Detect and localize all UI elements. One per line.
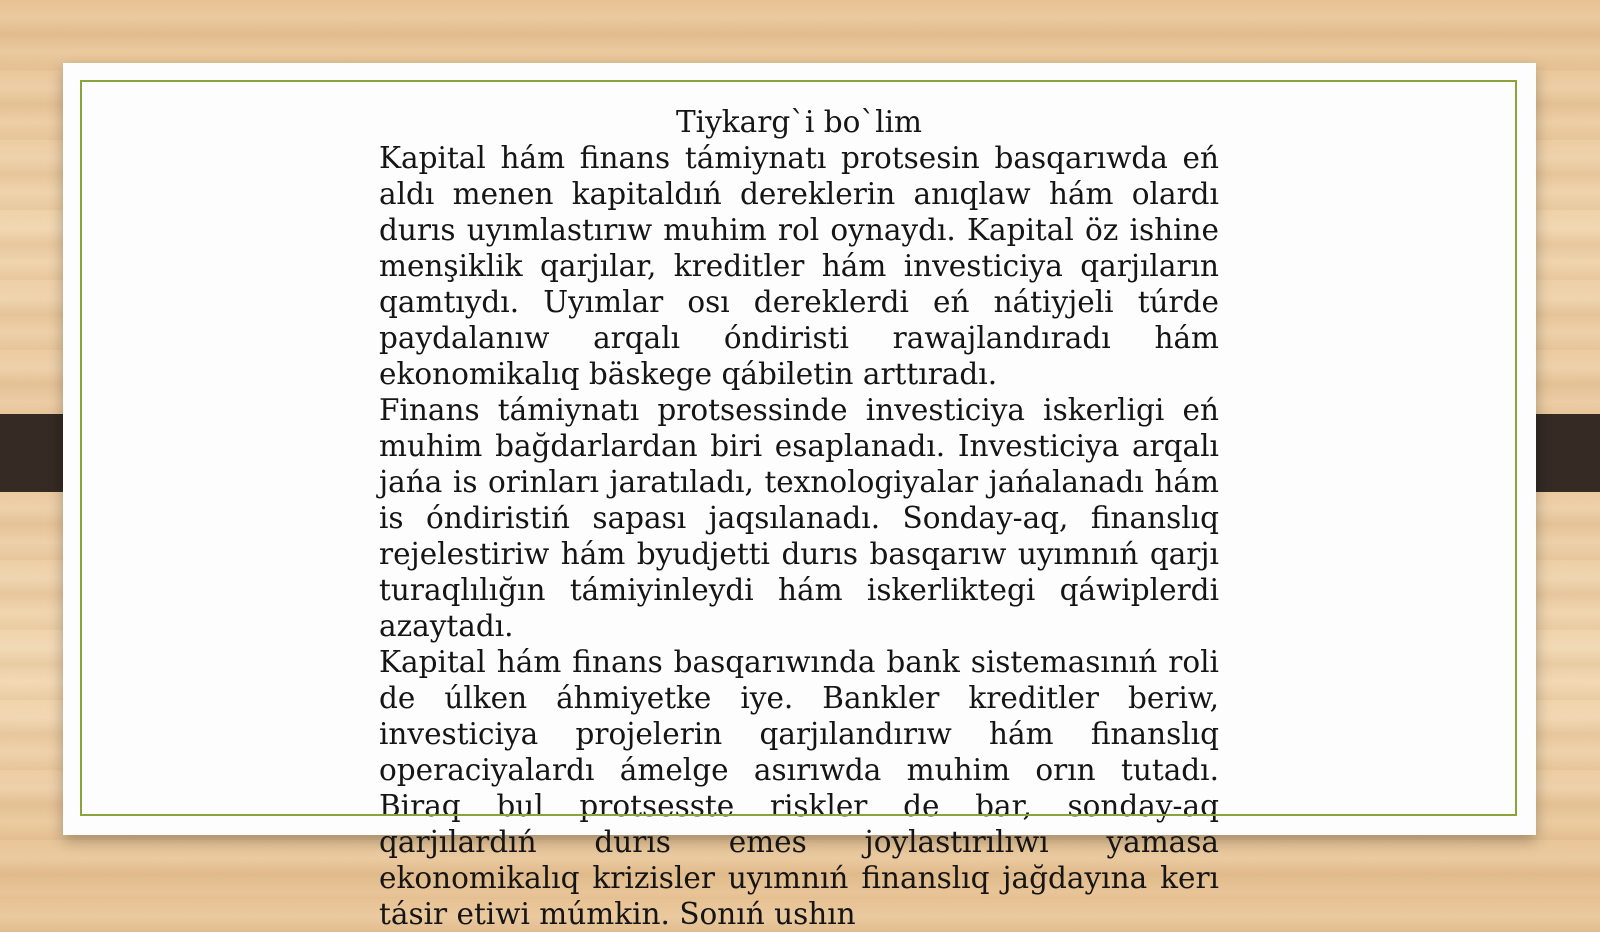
paragraph-3: Kapital hám finans basqarıwında bank sistemasınıń roli de úlken áhmiyetke iye. Bankler kreditler beriw, investiciya projelerin qarjılandırıw hám finanslıq operaciyalardı ámelge asırıwda muhim orın tutadı. Biraq bul protsesste riskler de bar, sonday-aq qarjılardıń durıs emes joylastırılıwı yamasa ekonomikalıq krizisler uyımnıń finanslıq jağdayına kerı tásir etiwi múmkin. Sonıń ushın	[379, 645, 1219, 931]
paragraph-2: Finans támiynatı protsessinde investiciya iskerligi eń muhim bağdarlardan biri esaplanadı. Investiciya arqalı jańa is orinları jaratıladı, texnologiyalar jańalanadı hám is óndiristiń sapası jaqsılanadı. Sonday-aq, finanslıq rejelestiriw hám byudjetti durıs basqarıw uyımnıń qarjı turaqlılığın támiyinleydi hám iskerliktegi qáwiplerdi azaytadı.	[379, 393, 1219, 643]
paragraph-1: Kapital hám finans támiynatı protsesin basqarıwda eń aldı menen kapitaldıń dereklerin anıqlaw hám olardı durıs uyımlastırıw muhim rol oynaydı. Kapital öz ishine menşiklik qarjılar, kreditler hám investiciya qarjıların qamtıydı. Uyımlar osı dereklerdi eń nátiyjeli túrde paydalanıw arqalı óndiristi rawajlandıradı hám ekonomikalıq bäskege qábiletin arttıradı.	[379, 141, 1219, 391]
slide-title: Tiykarg`i bo`lim	[675, 105, 923, 139]
slide-text-block	[379, 104, 1219, 932]
